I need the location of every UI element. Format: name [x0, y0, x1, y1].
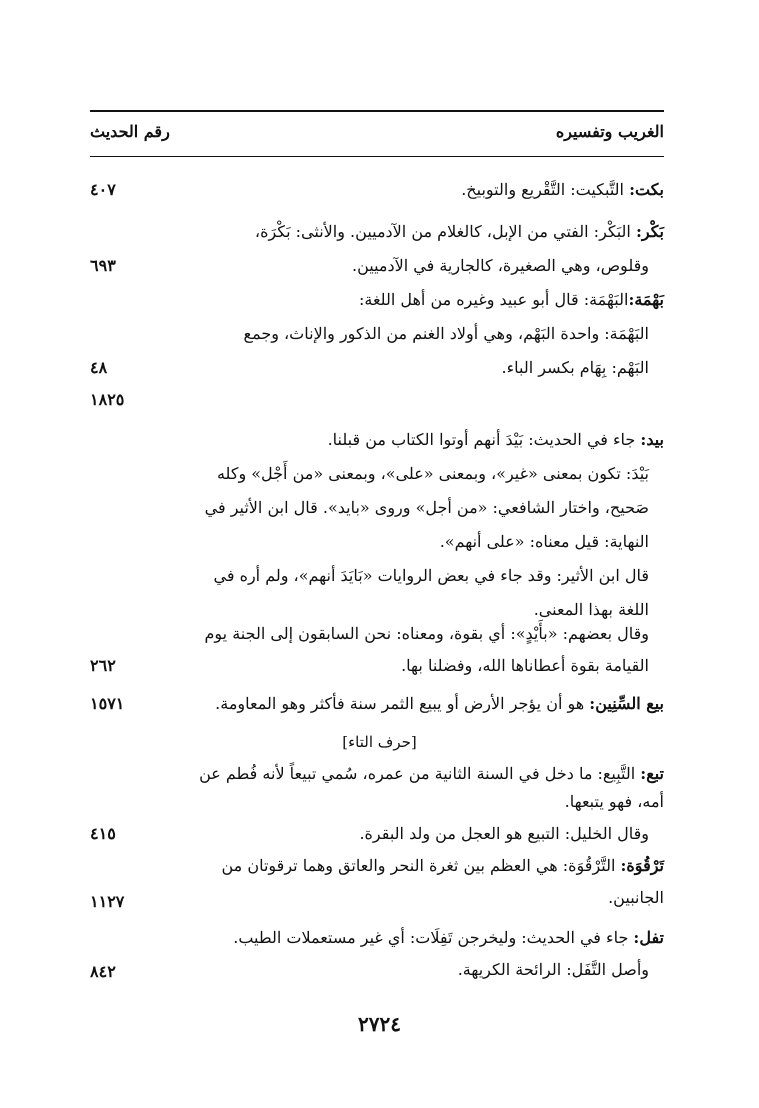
entry-number: ٨٤٢ — [90, 962, 116, 981]
entry-bahma-line2: البَهْمَة: واحدة البَهْم، وهي أولاد الغنم من الذكور والإناث، وجمع — [243, 324, 649, 343]
entry-bakr-line2: وقلوص، وهي الصغيرة، كالجارية في الآدميين. — [352, 256, 649, 275]
entry-head: تبع: — [640, 764, 664, 783]
header-number-label: رقم الحديث — [90, 122, 170, 141]
entry-bayd-line6: اللغة بهذا المعنى. — [533, 600, 649, 619]
entry-tarquwa-line1 — [92, 856, 664, 876]
entry-bayd-line5: قال ابن الأثير: وقد جاء في بعض الروايات «بَايَدَ أنهم»، ولم أره في — [213, 566, 649, 585]
entry-head: تفل: — [633, 928, 664, 947]
entry-tafl-line1 — [233, 928, 664, 948]
entry-tabi-line2: أمه، فهو يتبعها. — [564, 792, 664, 811]
entry-tarquwa-line2: الجانبين. — [608, 888, 664, 907]
entry-bakr-line1 — [92, 222, 664, 242]
entry-bayd-line8: القيامة بقوة أعطاناها الله، وفضلنا بها. — [401, 656, 649, 675]
entry-text: البَكْر: الفتي من الإبل، كالغلام من الآدميين. والأنثى: بَكْرَة، — [254, 222, 631, 241]
entry-text: جاء في الحديث: وليخرجن تَفِلَات: أي غير مستعملات الطيب. — [233, 928, 629, 947]
section-title: [حرف التاء] — [342, 733, 417, 751]
entry-number: ٤١٥ — [90, 824, 116, 843]
entry-number: ٢٦٢ — [90, 656, 116, 675]
entry-head: بيد: — [640, 430, 664, 449]
entry-bayd-line7: وقال بعضهم: «بأَيْدٍ»: أي بقوة، ومعناه: نحن السابقون إلى الجنة يوم — [204, 624, 649, 643]
entry-head: بَكْر: — [635, 222, 664, 241]
entry-tafl-line2: وأصل التَّفَل: الرائحة الكريهة. — [457, 960, 649, 979]
entry-head: بيع السِّنِين: — [589, 694, 664, 713]
entry-bayd-line1 — [328, 430, 664, 450]
entry-number: ٤٨ — [90, 358, 108, 377]
entry-number: ١٥٧١ — [90, 694, 125, 713]
entry-bay-sinin-line — [215, 694, 664, 714]
entry-bahma-line1 — [359, 290, 664, 310]
entry-bahma-line3: البَهْم: بِهَام بكسر الباء. — [501, 358, 649, 377]
entry-bakt-line — [461, 180, 664, 200]
entry-tabi-line1 — [92, 764, 664, 784]
entry-text: التَّبكيت: التَّقْريع والتوبيخ. — [461, 180, 624, 199]
header-title: الغريب وتفسيره — [555, 122, 664, 141]
entry-bayd-line3: صَحيح، واختار الشافعي: «من أجل» وروى «بايد». قال ابن الأثير في — [204, 498, 649, 517]
entry-number: ٤٠٧ — [90, 180, 116, 199]
entry-text: البَهْمَة: قال أبو عبيد وغيره من أهل اللغة: — [358, 290, 629, 309]
entry-number: ١١٢٧ — [90, 892, 125, 911]
entry-bayd-line2: بَيْدَ: تكون بمعنى «غير»، وبمعنى «على»، وبمعنى «من أَجْل» وكله — [216, 464, 649, 483]
entry-number: ٦٩٣ — [90, 256, 116, 275]
top-rule — [90, 110, 664, 112]
entry-head: بَهْمَة: — [628, 290, 664, 309]
entry-text: هو أن يؤجر الأرض أو يبيع الثمر سنة فأكثر وهو المعاومة. — [215, 694, 585, 713]
entry-text: التَّرْقُوَة: هي العظم بين ثغرة النحر والعاتق وهما ترقوتان من — [221, 856, 616, 875]
page-number: ٢٧٢٤ — [358, 1012, 401, 1036]
entry-head: تَرْقُوَة: — [620, 856, 664, 875]
entry-text: التَّبِيع: ما دخل في السنة الثانية من عمره، سُمي تبيعاً لأنه فُطم عن — [199, 764, 636, 783]
entry-text: جاء في الحديث: بَيْدَ أنهم أوتوا الكتاب من قبلنا. — [327, 430, 636, 449]
header-rule — [90, 156, 664, 157]
entry-head: بكت: — [629, 180, 664, 199]
entry-number-2: ١٨٢٥ — [90, 390, 125, 409]
entry-bayd-line4: النهاية: قيل معناه: «على أنهم». — [439, 532, 649, 551]
entry-tabi-line3: وقال الخليل: التبيع هو العجل من ولد البقرة. — [359, 824, 649, 843]
